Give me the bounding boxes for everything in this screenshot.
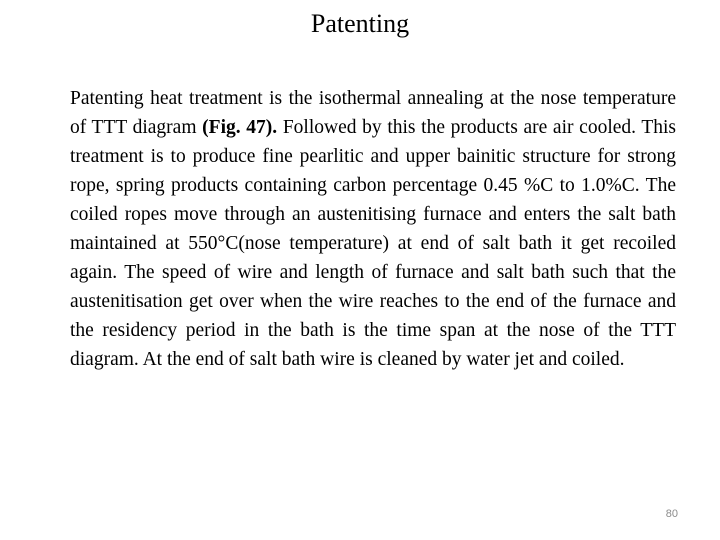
slide-body-paragraph xyxy=(70,84,676,374)
page-number: 80 xyxy=(665,508,678,520)
figure-reference: (Fig. 47). xyxy=(202,117,278,138)
slide-title: Patenting xyxy=(310,9,410,38)
body-text-intro: Patenting heat treatment is the isothermal annealing at the nose temperature of TTT diagram xyxy=(70,88,676,138)
body-text-main: Followed by this the products are air cooled. This treatment is to produce fine pearlitic and upper bainitic structure for strong rope, spring products containing carbon percentage 0.45 %C to 1.0%C. The coiled ropes move through an austenitising furnace and enters the salt bath maintained at 550°C(nose temperature) at end of salt bath it get recoiled again. The speed of wire and length of furnace and salt bath such that the austenitisation get over when the wire reaches to the end of the furnace and the residency period in the bath is the time span at the nose of the TTT diagram. At the end of salt bath wire is cleaned by water jet and coiled. xyxy=(70,117,676,370)
